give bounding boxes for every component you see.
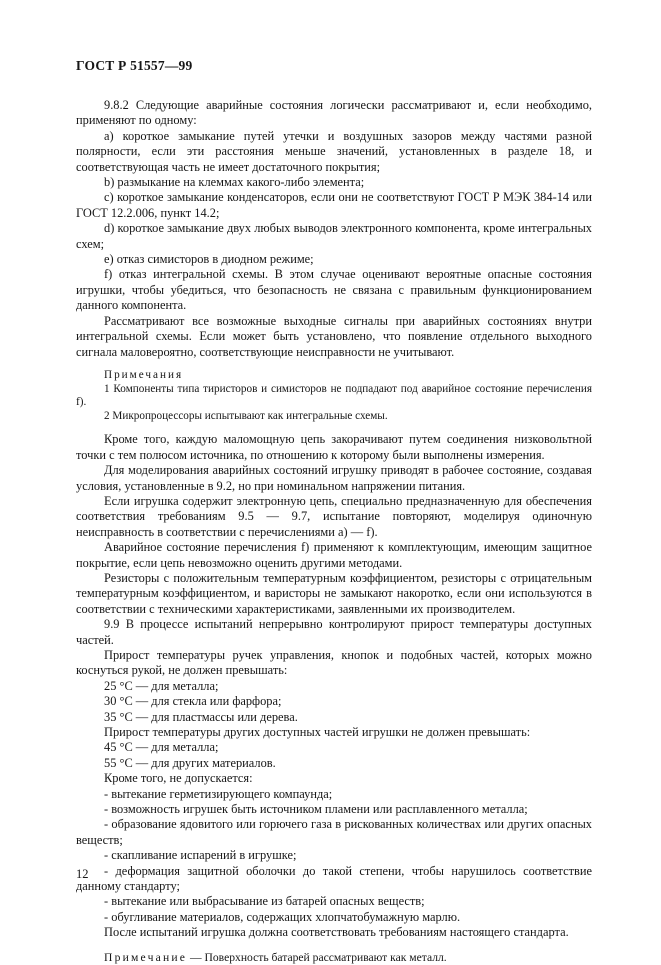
paragraph: Рассматривают все возможные выходные сигналы при аварийных состояниях внутри интегральной схемы. Если может быть установлено, что появление отдельного выходного сигнала маловероятно, соответствующие неисправности не учитывают. — [76, 313, 592, 359]
paragraph: Прирост температуры ручек управления, кнопок и подобных частей, которых можно коснуться рукой, не должен превышать: — [76, 647, 592, 678]
note-label: Примечание — [104, 950, 188, 964]
list-item: f) отказ интегральной схемы. В этом случае оценивают вероятные опасные состояния игрушки, чтобы убедиться, что безопасность не связана с правильным функционированием данного компонента. — [76, 267, 592, 313]
list-item: а) короткое замыкание путей утечки и воздушных зазоров между частями разной полярности, если эти расстояния меньше значений, установленных в разделе 18, и соответствующая часть не имеет достаточного покрытия; — [76, 128, 592, 174]
list-item: - возможность игрушек быть источником пламени или расплавленного металла; — [104, 802, 528, 817]
paragraph: Резисторы с положительным температурным коэффициентом, резисторы с отрицательным температурным коэффициентом, и варисторы не замыкают накоротко, если они используются в соответствии с техническими характеристиками, заявленными их производителем. — [76, 570, 592, 616]
paragraph: Кроме того, не допускается: — [104, 771, 253, 786]
list-item: 55 °С — для других материалов. — [104, 755, 276, 770]
list-item: e) отказ симисторов в диодном режиме; — [104, 252, 314, 267]
list-item: d) короткое замыкание двух любых выводов электронного компонента, кроме интегральных схем; — [76, 221, 592, 251]
paragraph: Кроме того, каждую маломощную цепь закорачивают путем соединения низковольтной точки с тем полюсом источника, по отношению к которому были выполнены измерения. — [76, 432, 592, 462]
list-item: - деформация защитной оболочки до такой степени, чтобы нарушилось соответствие данному стандарту; — [76, 863, 592, 894]
list-item: - вытекание герметизирующего компаунда; — [104, 786, 333, 801]
document-header: ГОСТ Р 51557—99 — [76, 58, 193, 73]
list-item: - обугливание материалов, содержащих хлопчатобумажную марлю. — [104, 909, 461, 924]
paragraph: 9.9 В процессе испытаний непрерывно контролируют прирост температуры доступных частей. — [76, 617, 592, 647]
note-item: 2 Микропроцессоры испытывают как интегральные схемы. — [104, 409, 388, 422]
note-text: — Поверхность батарей рассматривают как металл. — [190, 950, 447, 964]
final-note — [76, 950, 592, 965]
list-item: - образование ядовитого или горючего газа в рискованных количествах или других опасных веществ; — [76, 817, 592, 847]
notes-heading: Примечания — [104, 368, 184, 381]
paragraph: 9.8.2 Следующие аварийные состояния логически рассматривают и, если необходимо, применяют по одному: — [76, 98, 592, 128]
document-body — [76, 98, 592, 965]
list-item: 30 °С — для стекла или фарфора; — [104, 694, 282, 709]
list-item: - вытекание или выбрасывание из батарей опасных веществ; — [104, 894, 425, 909]
list-item: 45 °С — для металла; — [104, 740, 219, 755]
paragraph: Если игрушка содержит электронную цепь, специально предназначенную для обеспечения соответствия требованиям 9.5 — 9.7, испытание повторяют, моделируя одиночную неисправность в соответствии с перечислениями а) — f). — [76, 493, 592, 539]
paragraph: Для моделирования аварийных состояний игрушку приводят в рабочее состояние, создавая условия, установленные в 9.2, но при номинальном напряжении питания. — [76, 463, 592, 493]
paragraph: Прирост температуры других доступных частей игрушки не должен превышать: — [104, 725, 531, 739]
paragraph: Аварийное состояние перечисления f) применяют к комплектующим, имеющим защитное покрытие, если цепь невозможно оценить другими методами. — [76, 540, 592, 570]
notes-block — [76, 369, 592, 423]
list-item: b) размыкание на клеммах какого-либо элемента; — [104, 175, 365, 190]
page-number: 12 — [76, 867, 89, 881]
list-item: 25 °С — для металла; — [104, 678, 219, 693]
note-item: 1 Компоненты типа тиристоров и симисторов не подпадают под аварийное состояние перечисления f). — [76, 382, 592, 409]
list-item: - скапливание испарений в игрушке; — [104, 848, 297, 863]
paragraph: После испытаний игрушка должна соответствовать требованиям настоящего стандарта. — [104, 925, 569, 940]
list-item: 35 °С — для пластмассы или дерева. — [104, 709, 298, 724]
list-item: c) короткое замыкание конденсаторов, если они не соответствуют ГОСТ Р МЭК 384-14 или ГОСТ 12.2.006, пункт 14.2; — [76, 190, 592, 220]
